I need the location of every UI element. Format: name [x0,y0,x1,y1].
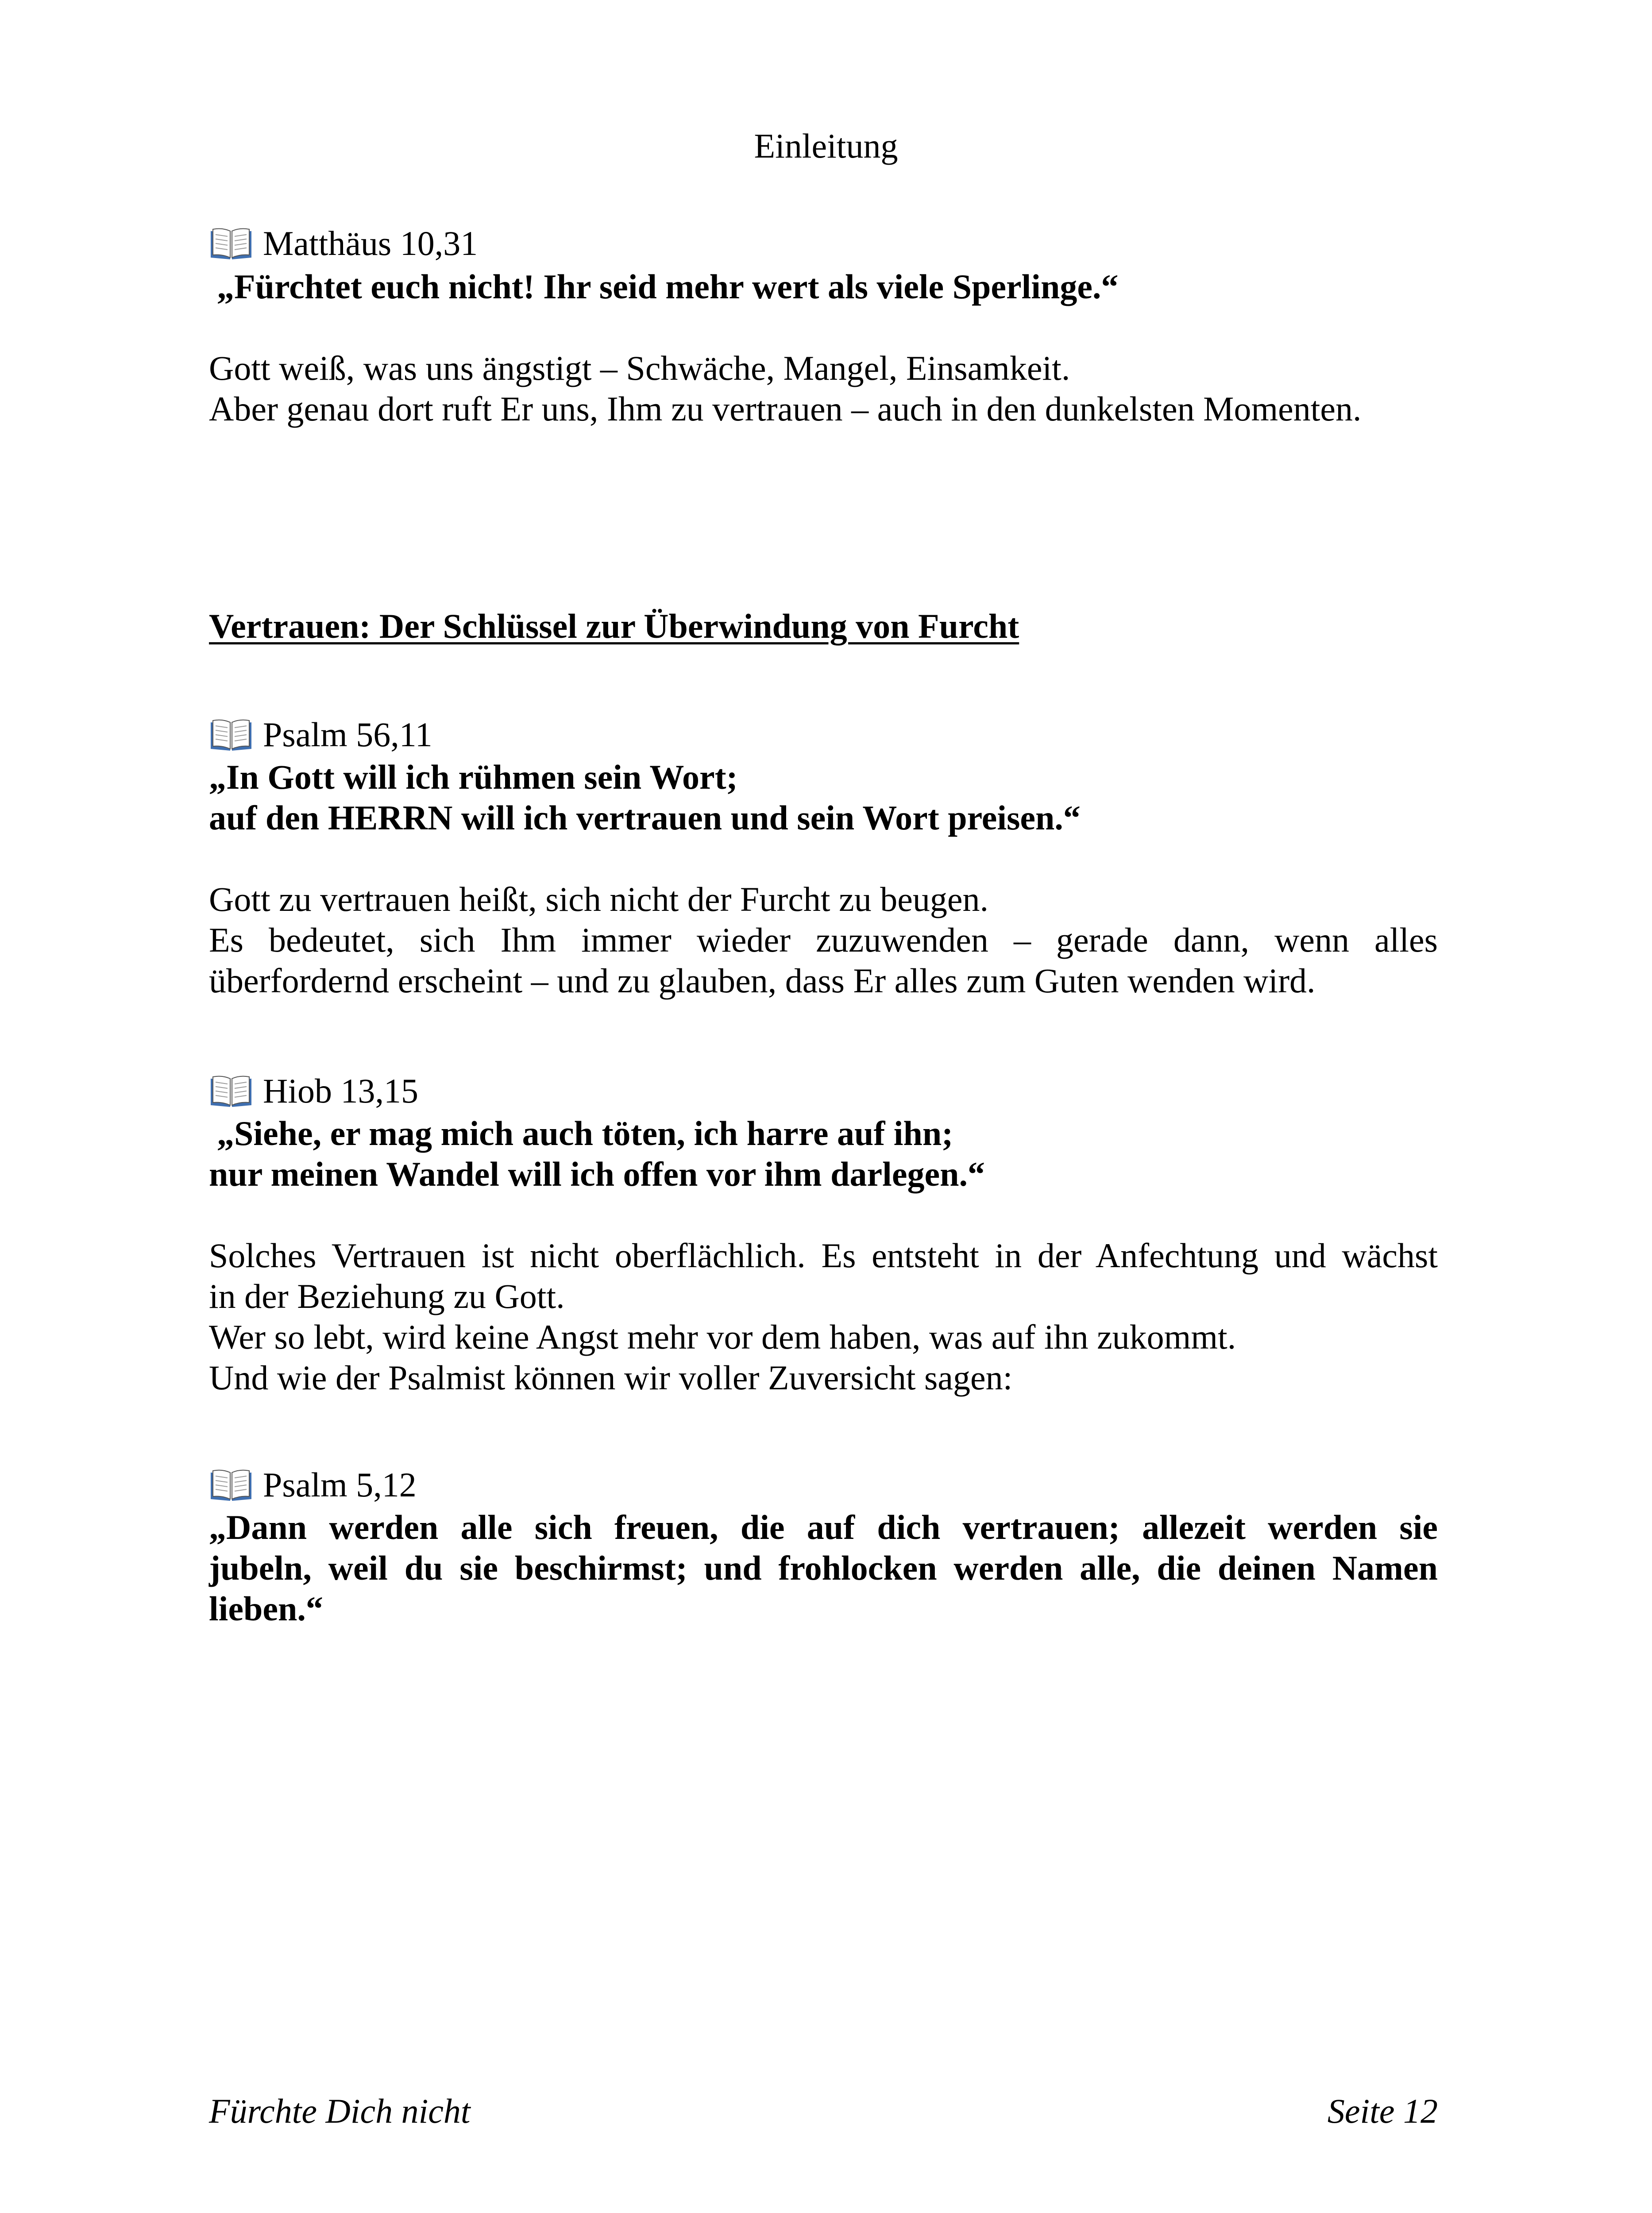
paragraph-line: Aber genau dort ruft Er uns, Ihm zu vertrauen – auch in den dunkelsten Momenten. [209,389,1362,428]
verse-line: „Siehe, er mag mich auch töten, ich harre auf ihn; [217,1114,953,1153]
page-header-title: Einleitung [754,127,898,165]
verse-line: nur meinen Wandel will ich offen vor ihm darlegen.“ [209,1155,985,1193]
paragraph-line: Es bedeutet, sich Ihm immer wieder zuzuwenden – gerade dann, wenn alles [209,921,1438,959]
verse-line: lieben.“ [209,1589,323,1628]
paragraph-line: Gott weiß, was uns ängstigt – Schwäche, Mangel, Einsamkeit. [209,349,1070,387]
bible-reference [209,221,1438,266]
verse-line: „Fürchtet euch nicht! Ihr seid mehr wert als viele Sperlinge.“ [217,267,1119,306]
paragraph-line: in der Beziehung zu Gott. [209,1277,565,1315]
psalm5-block [209,1463,1438,1629]
section-heading: Vertrauen: Der Schlüssel zur Überwindung von Furcht [209,607,1019,645]
verse-line: „In Gott will ich rühmen sein Wort; [209,758,738,796]
reference-text: Hiob 13,15 [263,1072,418,1110]
intro-paragraph [209,348,1438,429]
reference-text: Psalm 5,12 [263,1465,417,1504]
open-book-icon [209,1468,253,1502]
paragraph-line: Und wie der Psalmist können wir voller Zuversicht sagen: [209,1358,1013,1397]
verse-quote [209,266,1438,307]
psalm56-paragraph [209,879,1438,1001]
bible-reference [209,713,1438,757]
paragraph-line: überfordernd erscheint – und zu glauben, dass Er alles zum Guten wenden wird. [209,961,1316,1000]
hiob-paragraph [209,1235,1438,1398]
verse-line: jubeln, weil du sie beschirmst; und frohlocken werden alle, die deinen Namen [209,1549,1438,1587]
paragraph-line: Wer so lebt, wird keine Angst mehr vor dem haben, was auf ihn zukommt. [209,1318,1236,1356]
section-heading-block [209,604,1438,648]
verse-line: auf den HERRN will ich vertrauen und sein Wort preisen.“ [209,798,1081,837]
reference-text: Psalm 56,11 [263,715,432,754]
verse-quote [209,1507,1438,1629]
bible-reference [209,1069,1438,1113]
verse-quote [209,1113,1438,1195]
footer-page-number: Seite 12 [1327,2092,1438,2130]
verse-line: „Dann werden alle sich freuen, die auf dich vertrauen; allezeit werden sie [209,1508,1438,1546]
paragraph-line: Gott zu vertrauen heißt, sich nicht der Furcht zu beugen. [209,880,988,918]
footer-book-title: Fürchte Dich nicht [209,2092,471,2130]
verse-quote [209,757,1438,838]
intro-block [209,221,1438,429]
open-book-icon [209,718,253,752]
paragraph-line: Solches Vertrauen ist nicht oberflächlich. Es entsteht in der Anfechtung und wächst [209,1236,1438,1275]
reference-text: Matthäus 10,31 [263,224,478,262]
bible-reference [209,1463,1438,1507]
psalm56-block [209,713,1438,1001]
open-book-icon [209,227,253,260]
open-book-icon [209,1074,253,1108]
hiob-block [209,1069,1438,1398]
